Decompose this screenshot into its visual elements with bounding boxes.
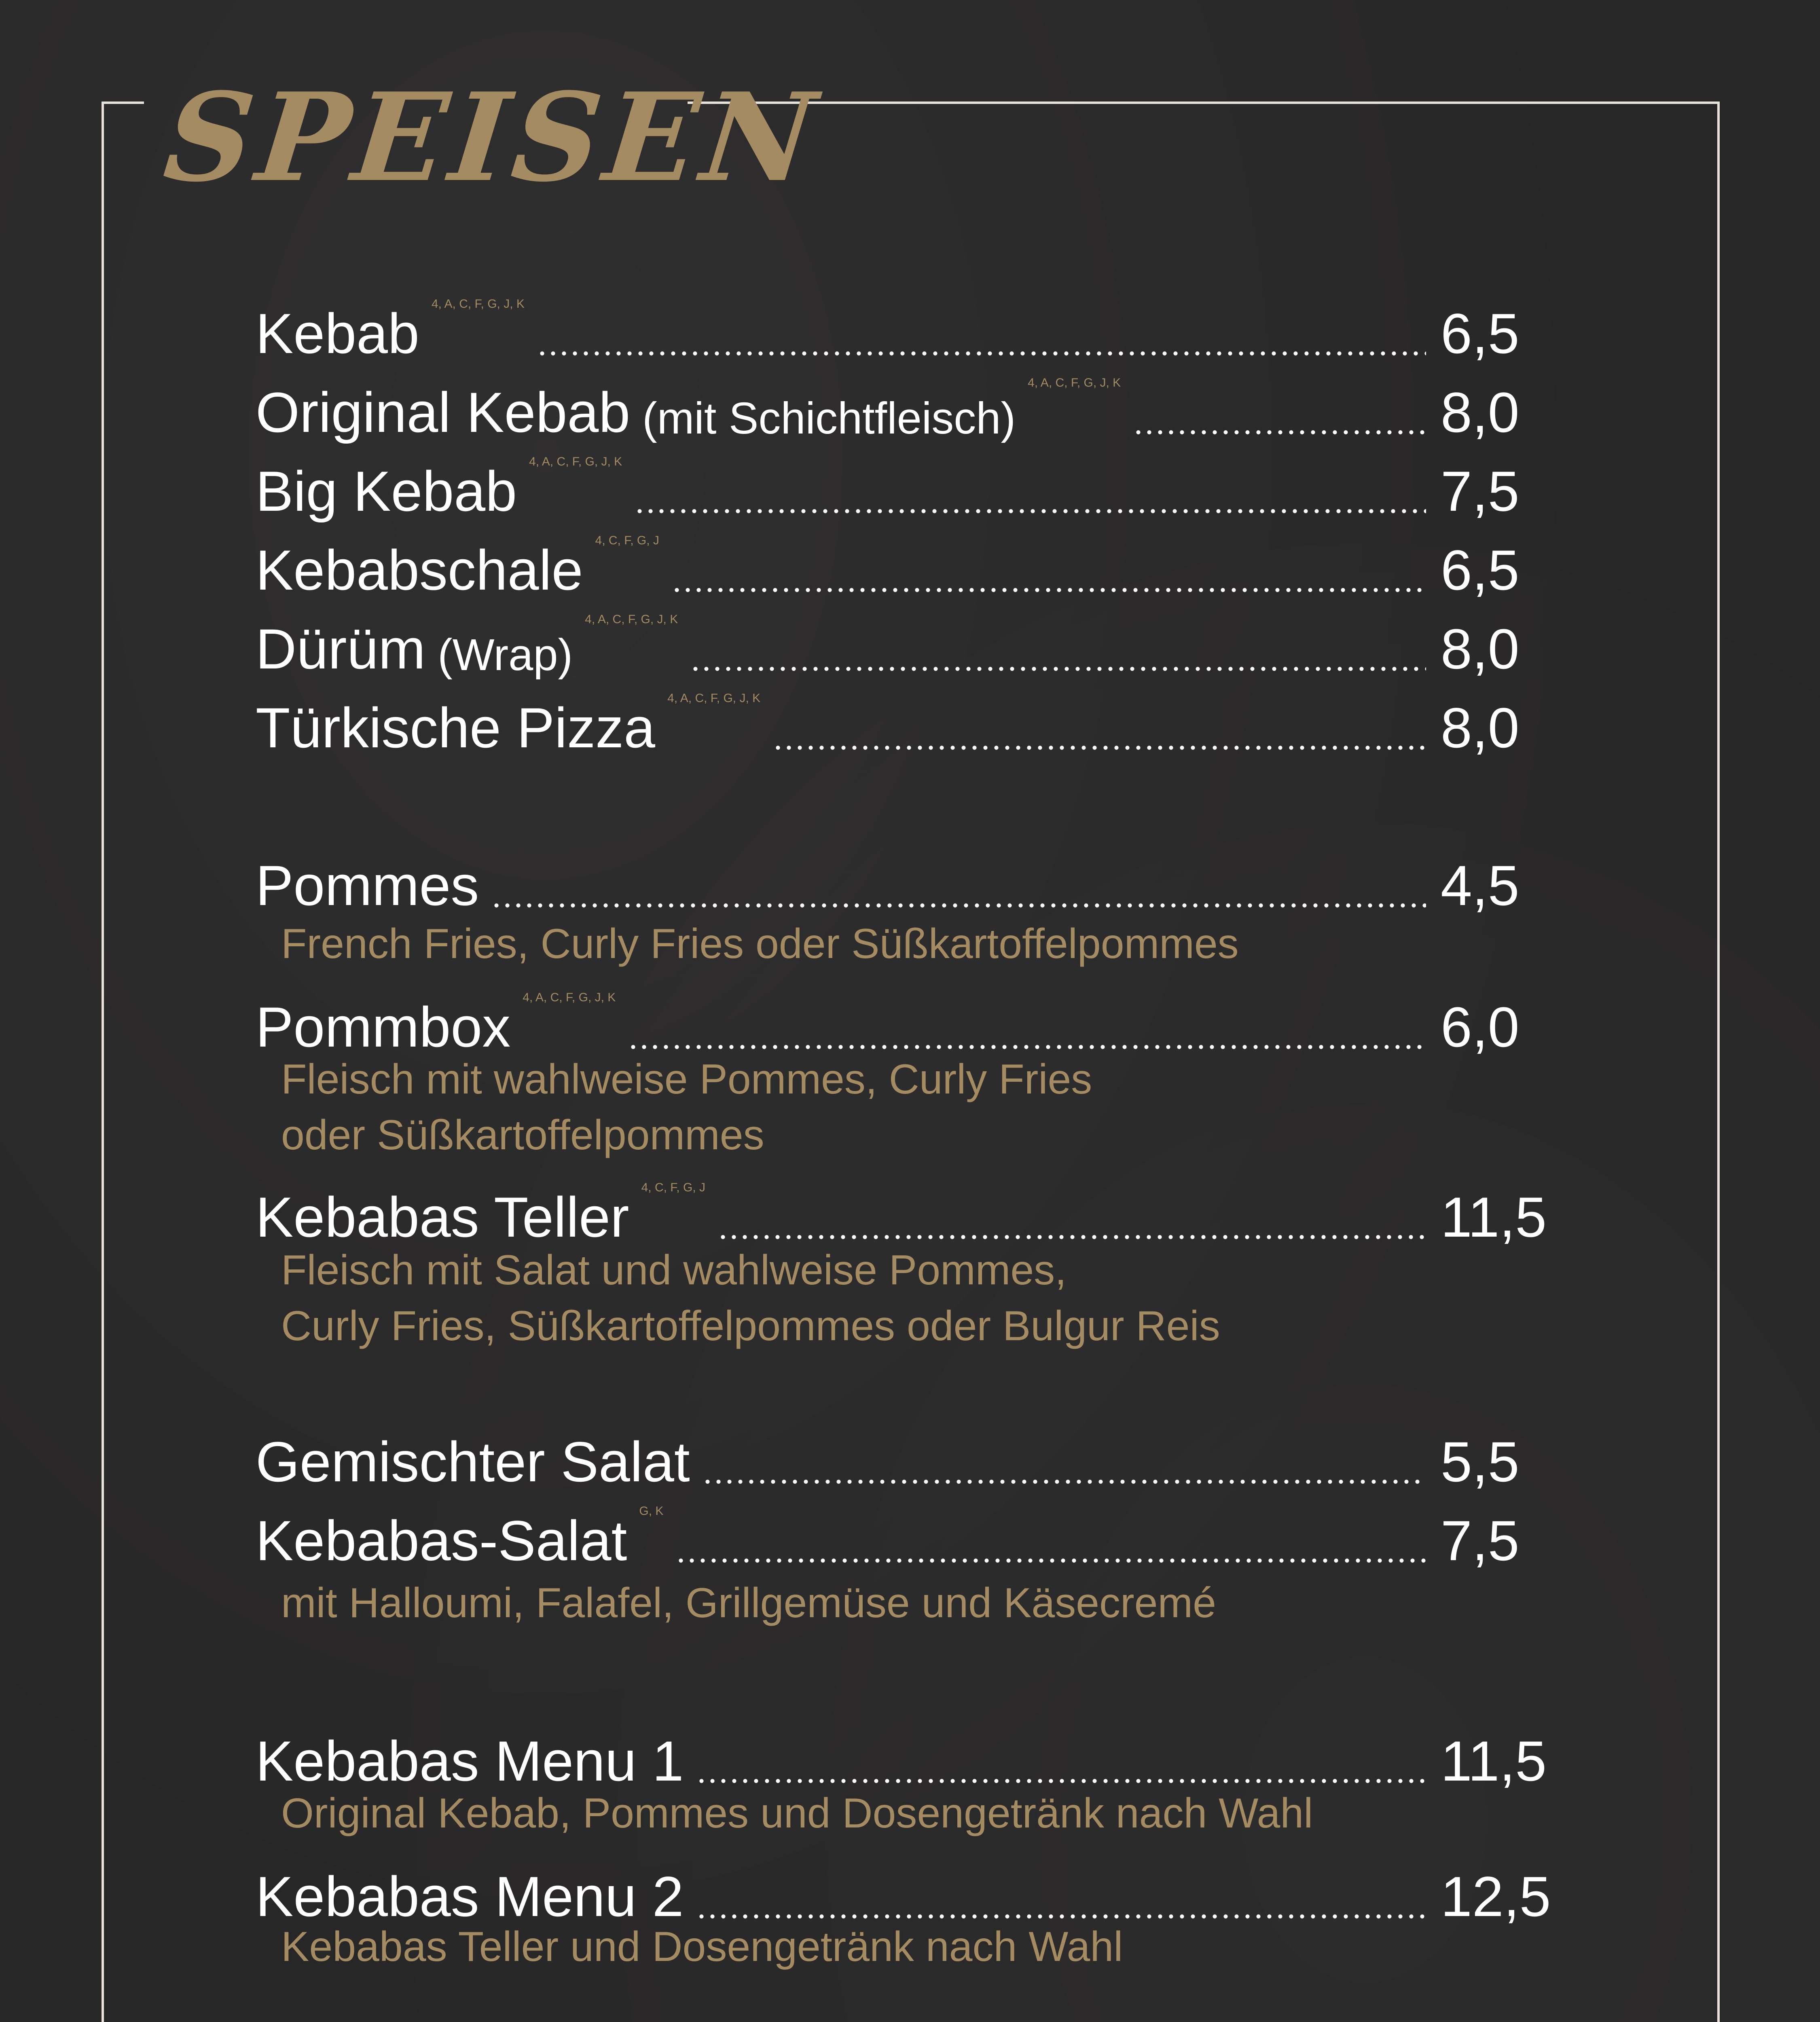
description-line: French Fries, Curly Fries oder Süßkartoffelpommes (281, 920, 1239, 967)
item-name: Pommbox (256, 995, 511, 1059)
menu-item (256, 1848, 1551, 1928)
item-name: Gemischter Salat (256, 1430, 690, 1493)
menu-item (256, 285, 1550, 365)
item-allergens: 4, A, C, F, G, J, K (523, 991, 616, 1004)
item-suffix: (mit Schichtfleisch) (642, 393, 1016, 443)
dot-leader (628, 1044, 1426, 1050)
item-name: Big Kebab (256, 459, 517, 523)
item-name: Türkische Pizza (256, 696, 656, 759)
description-line: Original Kebab, Pommes und Dosengetränk nach Wahl (281, 1790, 1313, 1837)
item-name: Original Kebab (256, 381, 631, 444)
menu-item (256, 1713, 1550, 1793)
item-price: 4,5 (1441, 854, 1519, 917)
description-line: oder Süßkartoffelpommes (281, 1112, 764, 1159)
dot-leader (772, 745, 1426, 751)
item-allergens: 4, C, F, G, J (641, 1181, 705, 1194)
item-name: Kebabschale (256, 538, 583, 602)
dot-leader (696, 1914, 1426, 1919)
item-allergens: 4, A, C, F, G, J, K (667, 692, 761, 705)
dot-leader (690, 666, 1426, 672)
item-name: Kebabas Menu 1 (256, 1729, 684, 1793)
item-name: Kebabas Teller (256, 1185, 629, 1249)
dot-leader (634, 508, 1426, 514)
item-allergens: 4, C, F, G, J (595, 534, 659, 547)
item-name: Kebabas Menu 2 (256, 1865, 684, 1928)
menu-item (256, 364, 1550, 444)
item-name: Pommes (256, 854, 479, 917)
item-allergens: 4, A, C, F, G, J, K (529, 455, 622, 468)
frame-top-left-line (102, 102, 144, 104)
item-name: Dürüm (256, 617, 426, 681)
item-price: 6,5 (1441, 538, 1519, 602)
item-allergens: G, K (639, 1504, 664, 1518)
dot-leader (491, 903, 1426, 908)
description-line: Curly Fries, Süßkartoffelpommes oder Bulgur Reis (281, 1303, 1220, 1349)
item-price: 7,5 (1441, 459, 1519, 523)
item-price: 5,5 (1441, 1430, 1519, 1493)
dot-leader (717, 1234, 1426, 1240)
menu-item (256, 601, 1550, 681)
dot-leader (696, 1778, 1426, 1784)
item-price: 8,0 (1441, 696, 1519, 759)
menu-item (256, 522, 1550, 602)
menu-item (256, 837, 1550, 917)
description-line: mit Halloumi, Falafel, Grillgemüse und Käsecremé (281, 1580, 1216, 1626)
item-allergens: 4, A, C, F, G, J, K (1028, 376, 1121, 389)
frame-right-line (1717, 102, 1720, 2022)
dot-leader (1133, 429, 1426, 435)
description-line: Fleisch mit Salat und wahlweise Pommes, (281, 1247, 1067, 1294)
item-description (281, 916, 1494, 972)
menu-item (256, 979, 1550, 1059)
menu-item (256, 679, 1550, 759)
menu-item (256, 443, 1550, 523)
item-description (281, 1785, 1494, 1841)
description-line: Fleisch mit wahlweise Pommes, Curly Fries (281, 1056, 1092, 1103)
item-price: 11,5 (1441, 1185, 1547, 1249)
description-line: Kebabas Teller und Dosengetränk nach Wahl (281, 1923, 1123, 1970)
dot-leader (537, 351, 1426, 356)
item-suffix: (Wrap) (438, 630, 573, 680)
page-title: SPEISEN (158, 66, 827, 209)
item-description (281, 1051, 1494, 1163)
item-allergens: 4, A, C, F, G, J, K (585, 613, 678, 626)
item-price: 8,0 (1441, 381, 1519, 444)
item-description (281, 1919, 1494, 1975)
frame-left-line (102, 102, 104, 2022)
dot-leader (702, 1479, 1426, 1485)
frame-top-right-line (688, 102, 1720, 104)
item-price: 8,0 (1441, 617, 1519, 681)
menu-item (256, 1492, 1550, 1572)
item-description (281, 1242, 1494, 1354)
item-price: 7,5 (1441, 1509, 1519, 1572)
item-name: Kebabas-Salat (256, 1509, 627, 1572)
dot-leader (671, 587, 1426, 593)
item-price: 6,5 (1441, 302, 1519, 365)
item-price: 11,5 (1441, 1729, 1547, 1793)
menu-item (256, 1169, 1550, 1249)
dot-leader (675, 1558, 1426, 1563)
item-price: 6,0 (1441, 995, 1519, 1059)
menu-item (256, 1413, 1550, 1493)
item-description (281, 1575, 1494, 1631)
item-name: Kebab (256, 302, 419, 365)
item-price: 12,5 (1441, 1865, 1551, 1928)
item-allergens: 4, A, C, F, G, J, K (431, 297, 525, 311)
